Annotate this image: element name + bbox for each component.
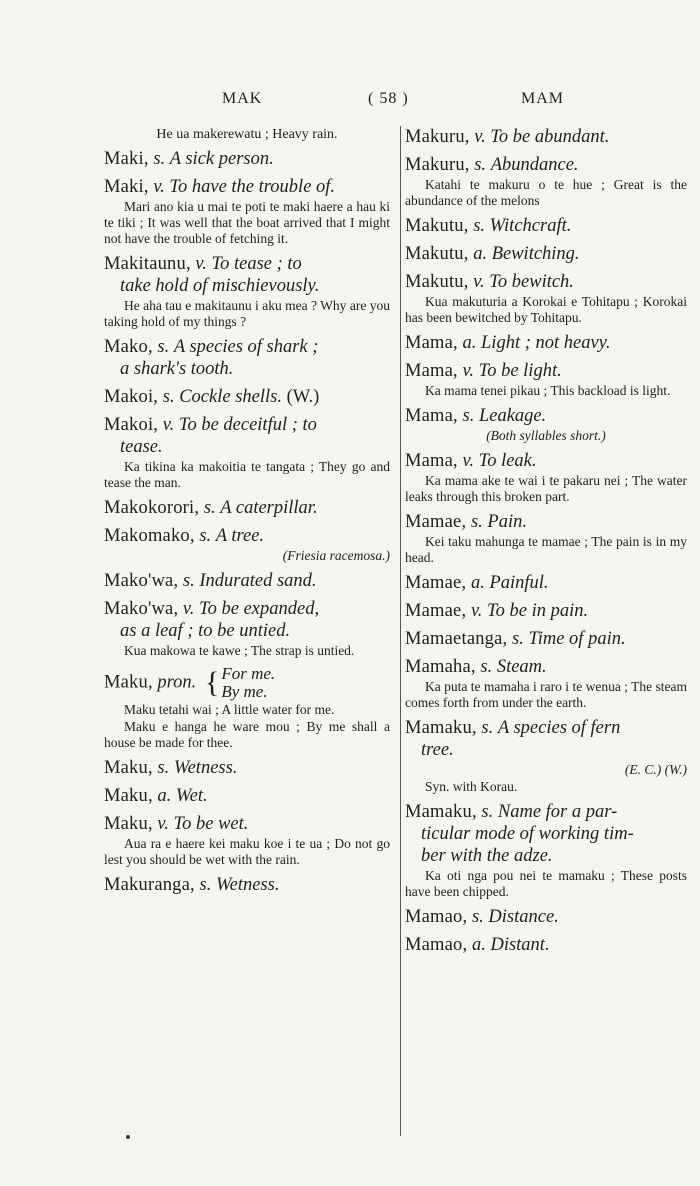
headword: Mama, — [405, 333, 458, 353]
headword: Mama, — [405, 406, 458, 426]
headword: Makuru, — [405, 155, 470, 175]
definition: Wetness. — [215, 875, 280, 895]
column-divider — [400, 126, 401, 1136]
definition: To be in pain. — [487, 601, 589, 621]
example-text: Katahi te makuru o te hue ; Great is the abundance of the melons — [405, 177, 687, 208]
dictionary-entry — [405, 154, 687, 209]
headword-line — [405, 906, 687, 928]
left-column — [104, 126, 390, 902]
dictionary-entry — [405, 600, 687, 622]
part-of-speech: v. — [162, 415, 175, 435]
part-of-speech: s. — [182, 571, 195, 591]
definition-continued: tease. — [120, 437, 163, 457]
definition: A caterpillar. — [220, 498, 318, 518]
dictionary-entry — [405, 360, 687, 399]
headword-line — [104, 598, 390, 642]
definition: To be expanded, — [199, 599, 320, 619]
usage-example — [104, 719, 390, 751]
headword: Mamaku, — [405, 718, 477, 738]
headword: Mamao, — [405, 935, 468, 955]
definition: Bewitching. — [491, 244, 580, 264]
headword-line — [104, 497, 390, 519]
headword: Maku, — [104, 672, 153, 693]
part-of-speech: s. — [481, 802, 494, 822]
continued-example: He ua makerewatu ; Heavy rain. — [156, 127, 338, 142]
dictionary-entry — [405, 271, 687, 326]
usage-example — [405, 383, 687, 399]
headword-line — [405, 450, 687, 472]
part-of-speech: s. — [473, 216, 486, 236]
definition-continued: as a leaf ; to be untied. — [120, 621, 291, 641]
headword-line — [405, 405, 687, 427]
definition-continued: tree. — [421, 740, 454, 760]
headword-line — [104, 813, 390, 835]
dictionary-entry — [104, 525, 390, 564]
part-of-speech: v. — [462, 361, 474, 381]
part-of-speech: s. — [199, 526, 212, 546]
part-of-speech: a. — [470, 573, 485, 593]
dictionary-entry — [104, 598, 390, 659]
right-column — [405, 126, 687, 962]
example-text: Maku tetahi wai ; A little water for me. — [124, 702, 335, 717]
usage-example — [104, 199, 390, 247]
dictionary-entry — [104, 570, 390, 592]
definition: By me. — [221, 682, 268, 701]
headword: Makutu, — [405, 216, 469, 236]
headword-line — [405, 215, 687, 237]
braced-definitions — [221, 665, 275, 701]
usage-example — [104, 298, 390, 330]
dictionary-entry — [405, 717, 687, 795]
headword: Makomako, — [104, 526, 195, 546]
definition: To be wet. — [173, 814, 249, 834]
headword: Makuranga, — [104, 875, 195, 895]
headword: Maki, — [104, 149, 149, 169]
dictionary-entry — [104, 757, 390, 779]
example-text: Ka mama tenei pikau ; This backload is light. — [425, 383, 671, 398]
part-of-speech: s. — [481, 718, 494, 738]
part-of-speech: a. — [462, 333, 477, 353]
headword-line — [104, 386, 390, 408]
definition: Time of pain. — [528, 629, 626, 649]
part-of-speech: s. — [462, 406, 475, 426]
headword: Makoi, — [104, 415, 159, 435]
definition: Indurated sand. — [199, 571, 317, 591]
part-of-speech: v. — [473, 272, 485, 292]
dictionary-entry — [104, 665, 390, 751]
source-tag: (W.) — [286, 387, 320, 407]
headword: Makitaunu, — [104, 254, 191, 274]
part-of-speech: pron. — [157, 672, 197, 693]
definition: Steam. — [496, 657, 547, 677]
pronunciation-note: (Both syllables short.) — [486, 428, 606, 443]
scientific-note: (E. C.) (W.) — [624, 762, 687, 777]
part-of-speech: v. — [470, 601, 483, 621]
page-header — [0, 90, 700, 114]
example-text: Syn. with Korau. — [425, 779, 518, 794]
definition: Light ; not heavy. — [481, 333, 611, 353]
definition: A species of shark ; — [173, 337, 319, 357]
headword-line — [104, 176, 390, 198]
example-text: Kua makowa te kawe ; The strap is untied. — [124, 643, 355, 658]
headword-line — [405, 934, 687, 956]
dictionary-entry — [405, 801, 687, 900]
headword-line — [405, 628, 687, 650]
header-right-guideword: MAM — [521, 90, 565, 107]
part-of-speech: s. — [199, 875, 212, 895]
usage-example — [405, 868, 687, 900]
headword-line — [405, 243, 687, 265]
dictionary-entry — [104, 813, 390, 868]
part-of-speech: s. — [157, 758, 170, 778]
definition: Pain. — [487, 512, 527, 532]
usage-example — [405, 679, 687, 711]
dictionary-entry — [104, 414, 390, 491]
headword-line — [405, 271, 687, 293]
dictionary-entry — [405, 215, 687, 237]
dictionary-entry — [405, 656, 687, 711]
definition: To be light. — [478, 361, 562, 381]
dictionary-entry — [405, 511, 687, 566]
part-of-speech: s. — [157, 337, 170, 357]
part-of-speech: s. — [512, 629, 524, 649]
part-of-speech: s. — [470, 512, 483, 532]
part-of-speech: a. — [473, 244, 488, 264]
dictionary-entry — [405, 628, 687, 650]
definition: To bewitch. — [489, 272, 574, 292]
scientific-note: (Friesia racemosa.) — [282, 548, 390, 563]
headword-line — [405, 154, 687, 176]
headword: Mamae, — [405, 512, 467, 532]
part-of-speech: s. — [474, 155, 487, 175]
usage-example — [405, 534, 687, 566]
definition: Painful. — [489, 573, 549, 593]
headword: Makutu, — [405, 244, 469, 264]
headword: Makoi, — [104, 387, 159, 407]
headword-line — [405, 572, 687, 594]
brace-symbol: { — [204, 666, 220, 699]
headword: Mako, — [104, 337, 153, 357]
dictionary-entry — [405, 906, 687, 928]
definition: A tree. — [215, 526, 265, 546]
headword-line — [405, 332, 687, 354]
definition: A species of fern — [497, 718, 621, 738]
headword-line — [405, 600, 687, 622]
headword: Makuru, — [405, 127, 470, 147]
headword-line — [104, 336, 390, 380]
example-text: Mari ano kia u mai te poti te maki haere a hau ki te tiki ; It was well that the boat arrived that I might not have the trouble of fetching it. — [104, 199, 390, 246]
example-text: Maku e hanga he ware mou ; By me shall a house be made for thee. — [104, 719, 390, 750]
headword: Maki, — [104, 177, 149, 197]
part-of-speech: v. — [195, 254, 207, 274]
headword: Mamao, — [405, 907, 468, 927]
headword: Maku, — [104, 758, 153, 778]
usage-example — [405, 473, 687, 505]
definition-continued: ticular mode of working tim- — [421, 824, 634, 844]
headword-line — [104, 253, 390, 297]
headword: Mama, — [405, 451, 458, 471]
definition: Distance. — [488, 907, 559, 927]
headword-line — [104, 785, 390, 807]
headword-line — [405, 511, 687, 533]
headword: Mamae, — [405, 573, 467, 593]
definition: Wetness. — [173, 758, 238, 778]
part-of-speech: v. — [153, 177, 165, 197]
example-text: Aua ra e haere kei maku koe i te ua ; Do not go lest you should be wet with the rain. — [104, 836, 390, 867]
definition-continued: ber with the adze. — [421, 846, 553, 866]
dictionary-entry — [405, 126, 687, 148]
headword: Mamaku, — [405, 802, 477, 822]
dictionary-entry — [104, 874, 390, 896]
printer-mark — [126, 1135, 130, 1139]
headword: Mamaetanga, — [405, 629, 508, 649]
dictionary-entry — [405, 572, 687, 594]
headword: Mamae, — [405, 601, 467, 621]
part-of-speech: s. — [162, 387, 175, 407]
part-of-speech: a. — [471, 935, 486, 955]
headword-line — [104, 148, 390, 170]
part-of-speech: a. — [157, 786, 172, 806]
headword: Mamaha, — [405, 657, 476, 677]
definition: Name for a par- — [497, 802, 618, 822]
usage-example — [405, 779, 687, 795]
usage-example — [104, 702, 390, 718]
definition: Distant. — [490, 935, 550, 955]
usage-example — [104, 836, 390, 868]
headword: Mako'wa, — [104, 571, 179, 591]
definition: Leakage. — [478, 406, 547, 426]
definition: To be abundant. — [490, 127, 610, 147]
part-of-speech: s. — [471, 907, 484, 927]
dictionary-entry — [405, 405, 687, 444]
definition: A sick person. — [169, 149, 274, 169]
headword: Mama, — [405, 361, 458, 381]
dictionary-entry — [104, 336, 390, 380]
headword: Maku, — [104, 786, 153, 806]
headword: Mako'wa, — [104, 599, 179, 619]
usage-example — [405, 294, 687, 326]
example-text: Kua makuturia a Korokai e Tohitapu ; Korokai has been bewitched by Tohitapu. — [405, 294, 687, 325]
usage-example — [405, 177, 687, 209]
headword-line — [104, 525, 390, 547]
dictionary-entry — [104, 785, 390, 807]
part-of-speech: s. — [203, 498, 216, 518]
definition: To have the trouble of. — [169, 177, 336, 197]
definition: Wet. — [175, 786, 208, 806]
dictionary-entry — [104, 176, 390, 247]
usage-example — [104, 643, 390, 659]
page-number: ( 58 ) — [368, 90, 409, 107]
definition: Abundance. — [490, 155, 579, 175]
headword-line — [405, 656, 687, 678]
headword: Makokorori, — [104, 498, 200, 518]
definition: Cockle shells. — [179, 387, 282, 407]
dictionary-entry — [405, 450, 687, 505]
headword-line — [104, 665, 390, 701]
example-text: Ka puta te mamaha i raro i te wenua ; The steam comes forth from under the earth. — [405, 679, 687, 710]
example-text: Ka mama ake te wai i te pakaru nei ; The water leaks through this broken part. — [405, 473, 687, 504]
definition-continued: a shark's tooth. — [120, 359, 234, 379]
dictionary-entry — [405, 934, 687, 956]
example-text: He aha tau e makitaunu i aku mea ? Why are you taking hold of my things ? — [104, 298, 390, 329]
dictionary-entry — [405, 332, 687, 354]
headword-line — [405, 801, 687, 867]
headword-line — [104, 414, 390, 458]
headword-line — [104, 570, 390, 592]
part-of-speech: s. — [153, 149, 166, 169]
dictionary-entry — [104, 497, 390, 519]
dictionary-entry — [104, 386, 390, 408]
headword-line — [104, 757, 390, 779]
example-text: Ka tikina ka makoitia te tangata ; They go and tease the man. — [104, 459, 390, 490]
definition-continued: take hold of mischievously. — [120, 276, 320, 296]
headword-line — [405, 717, 687, 761]
part-of-speech: v. — [182, 599, 195, 619]
headword-line — [104, 874, 390, 896]
definition: To be deceitful ; to — [178, 415, 317, 435]
part-of-speech: v. — [157, 814, 169, 834]
headword: Maku, — [104, 814, 153, 834]
definition: For me. — [221, 664, 276, 683]
usage-example — [104, 459, 390, 491]
part-of-speech: v. — [462, 451, 474, 471]
example-text: Kei taku mahunga te mamae ; The pain is in my head. — [405, 534, 687, 565]
header-left-guideword: MAK — [222, 90, 263, 107]
part-of-speech: v. — [474, 127, 486, 147]
definition: Witchcraft. — [489, 216, 572, 236]
definition: To tease ; to — [211, 254, 302, 274]
dictionary-entry — [104, 148, 390, 170]
dictionary-entry — [405, 243, 687, 265]
dictionary-entry — [104, 253, 390, 330]
headword-line — [405, 126, 687, 148]
definition: To leak. — [478, 451, 537, 471]
headword: Makutu, — [405, 272, 469, 292]
headword-line — [405, 360, 687, 382]
example-text: Ka oti nga pou nei te mamaku ; These posts have been chipped. — [405, 868, 687, 899]
part-of-speech: s. — [480, 657, 493, 677]
